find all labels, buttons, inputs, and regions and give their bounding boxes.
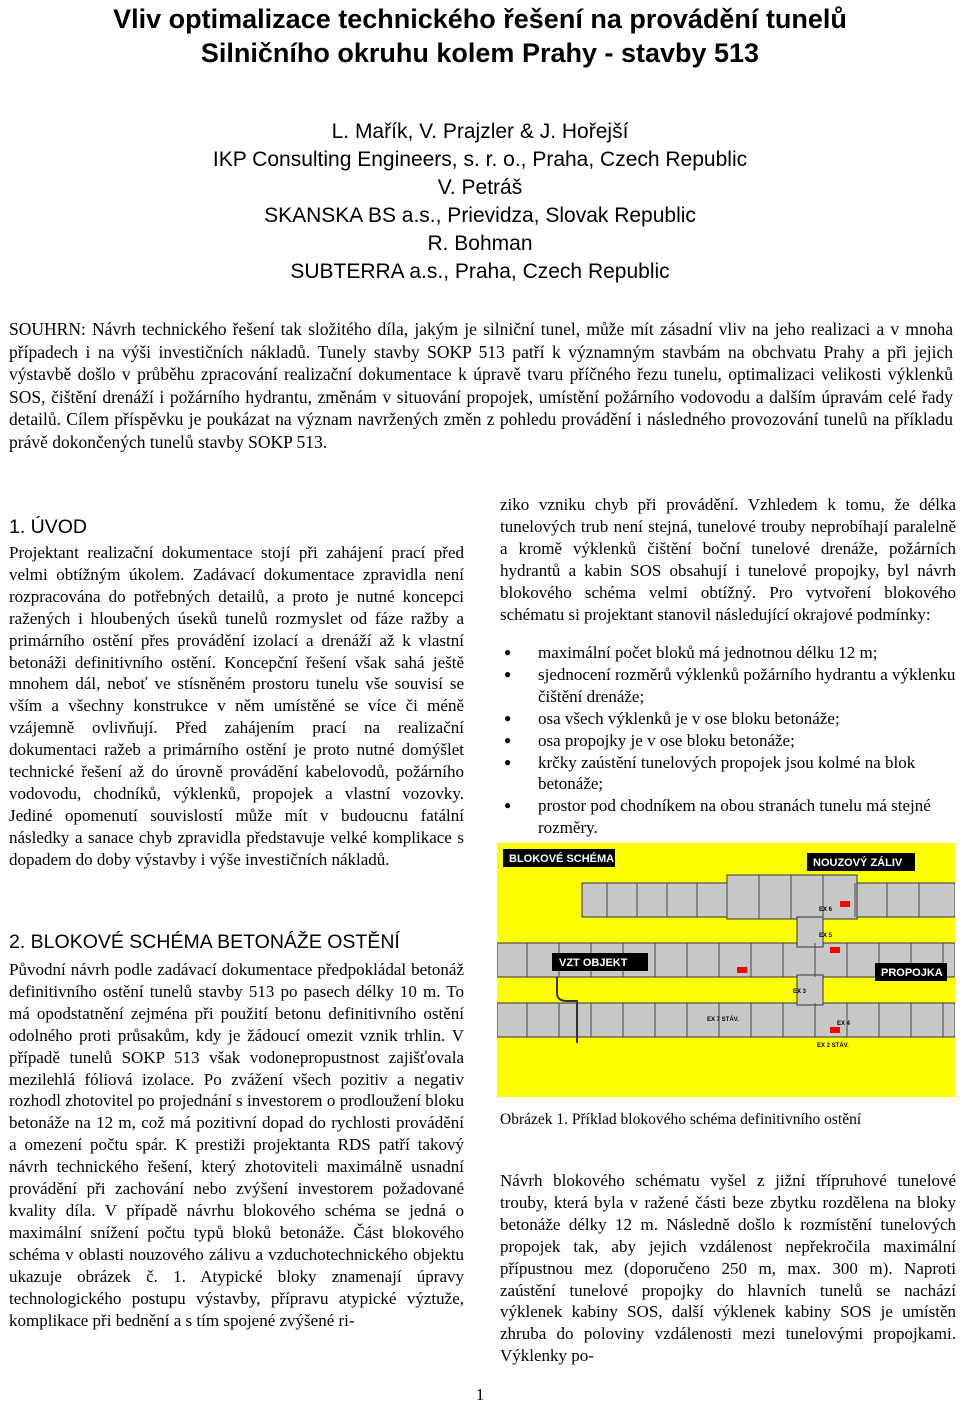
paper-title xyxy=(0,2,960,70)
affiliation-ikp: IKP Consulting Engineers, s. r. o., Praha, Czech Republic xyxy=(212,148,748,171)
label-emergency-bay: NOUZOVÝ ZÁLIV xyxy=(813,857,903,869)
section-2-heading: 2. BLOKOVÉ SCHÉMA BETONÁŽE OSTĚNÍ xyxy=(9,931,400,953)
ex-label: EX 5 xyxy=(819,933,833,939)
section-1-text: Projektant realizační dokumentace stojí při zahájení prací před velmi obtížným úkolem. Zadávací dokumentace zpravidla není rozpracována do potřebných detailů, a proto je nutné koncepci ražených i hloubených úseků tunelů rozmyslet od fáze ražby a primárního ostění přes provádění izolací a drenáží až k vlastní betonáži definitivního ostění. Koncepční řešení však sahá ještě mnohem dál, neboť ve stísněném prostoru tunelu vše souvisí se vším a všechny konstrukce v něm umístěné se více či méně vzájemně ovlivňují. Před zahájením prací na realizační dokumentaci ražeb a primárního ostění je proto nutné domýšlet technické řešení až do úrovně provádění kabelovodů, požárního vodovodu, chodníků, výklenků, propojek a vlastní vozovky. Jediné opomenutí souvislostí může mít v budoucnu fatální následky a sanace chyb zpravidla představuje velké komplikace s dopadem do doby výstavby i výše investičních nákladů. xyxy=(9,543,464,869)
list-item: ● krčky zaústění tunelových propojek jsou kolmé na blok betonáže; xyxy=(500,752,956,796)
block-scheme-figure xyxy=(497,843,955,1097)
affiliation-skanska: SKANSKA BS a.s., Prievidza, Slovak Republic xyxy=(264,204,696,227)
label-crosspassage: PROPOJKA xyxy=(881,967,943,979)
list-item: ● sjednocení rozměrů výklenků požárního hydrantu a výklenku čištění drenáže; xyxy=(500,664,956,708)
cross-passage xyxy=(797,917,823,947)
author-bohman: R. Bohman xyxy=(427,232,533,255)
ex-label: EX 4 xyxy=(837,1021,851,1027)
section-1-heading: 1. ÚVOD xyxy=(9,516,88,538)
affiliation-subterra: SUBTERRA a.s., Praha, Czech Republic xyxy=(290,260,670,283)
list-item: ● prostor pod chodníkem na obou stranách tunelu má stejné rozměry. xyxy=(500,795,956,839)
boundary-conditions-list xyxy=(500,642,956,839)
section-2-text: Původní návrh podle zadávací dokumentace předpokládal betonáž definitivního ostění tunelů stavby 513 po pasech délky 10 m. To má opodstatnění zejména při použití betonu definitivního ostění odolného proti průsakům, kdy je žádoucí omezit vznik trhlin. V případě tunelů SOKP 513 však vodonepropustnost zajišťovala mezilehlá fóliová izolace. Po zvážení všech pozitiv a negativ rozhodl zhotovitel po projednání s investorem o prodloužení bloku betonáže na 12 m, což má pozitivní dopad do rychlosti provádění a omezení počtu spár. K prestiži projektanta RDS patří takový návrh technického řešení, který zhotoviteli maximálně usnadní provádění při zachování nebo zvýšení investorem požadované kvality díla. V případě návrhu blokového schéma se jedná o maximální snížení počtu typů bloků betonáže. Část blokového schéma v oblasti nouzového zálivu a vzduchotechnického objektu ukazuje obrázek č. 1. Atypické bloky znamenají úpravy technologického postupu výstavby, přípravu atypické výztuže, komplikace při bednění a s tím spojené zvýšené ri- xyxy=(9,960,464,1330)
author-block xyxy=(0,118,960,286)
title-line-1: Vliv optimalizace technického řešení na provádění tunelů xyxy=(113,4,847,34)
ex-label: EX 7 STÁV. xyxy=(707,1017,739,1023)
label-block-scheme: BLOKOVÉ SCHÉMA xyxy=(509,853,615,865)
right-column-after-figure: Návrh blokového schématu vyšel z jižní třípruhové tunelové trouby, která byla v ražené části beze zbytku rozdělena na bloky betonáže délky 12 m. Následně došlo k rozmístění tunelových propojek tak, aby jejich vzdálenost nepřekročila maximální přípustnou mez (doporučeno 250 m, max. 300 m). Naproti zaústění tunelové propojky do hlavních tunelů se nachází výklenek kabiny SOS, další výklenek kabiny SOS je umístěn zhruba do poloviny vzdálenosti mezi tunelovými propojkami. Výklenky po- xyxy=(500,1171,956,1366)
title-line-2: Silničního okruhu kolem Prahy - stavby 513 xyxy=(200,38,760,68)
author-petras: V. Petráš xyxy=(437,176,523,199)
authors-ikp: L. Mařík, V. Prajzler & J. Hořejší xyxy=(331,120,629,143)
list-item: ● maximální počet bloků má jednotnou délku 12 m; xyxy=(500,642,956,664)
page-number: 1 xyxy=(475,1385,485,1404)
ex-label: EX 2 STÁV. xyxy=(817,1043,849,1049)
figure-caption: Obrázek 1. Příklad blokového schéma definitivního ostění xyxy=(500,1111,862,1128)
label-vzt: VZT OBJEKT xyxy=(559,957,628,969)
right-column-intro: ziko vzniku chyb při provádění. Vzhledem k tomu, že délka tunelových trub není stejná, tunelové trouby neprobíhají paralelně a kromě výklenků čištění boční tunelové drenáže, požárních hydrantů a kabin SOS obsahují i tunelové propojky, byl návrh blokového schéma velmi obtížný. Pro vytvoření blokového schématu si projektant stanovil následující okrajové podmínky: xyxy=(500,495,956,624)
list-item: ● osa propojky je v ose bloku betonáže; xyxy=(500,730,956,752)
ex-label: EX 6 xyxy=(819,907,833,913)
abstract: SOUHRN: Návrh technického řešení tak složitého díla, jakým je silniční tunel, může mít zásadní vliv na jeho realizaci a v mnoha případech i na výši investičních nákladů. Tunely stavby SOKP 513 patří k významným stavbám na obchvatu Prahy a při jejich výstavbě došlo v průběhu zpracování realizační dokumentace k úpravě tvaru příčného řezu tunelu, optimalizaci velikosti výklenků SOS, čištění drenáží i požárního hydrantu, změnám v situování propojek, umístění požárního vodovodu a dalším úpravám celé řady detailů. Cílem příspěvku je poukázat na význam navržených změn z pohledu provádění i následného provozování tunelů na příkladu právě dokončených tunelů stavby SOKP 513. xyxy=(9,319,953,452)
list-item: ● osa všech výklenků je v ose bloku betonáže; xyxy=(500,708,956,730)
ex-label: EX 3 xyxy=(793,989,807,995)
